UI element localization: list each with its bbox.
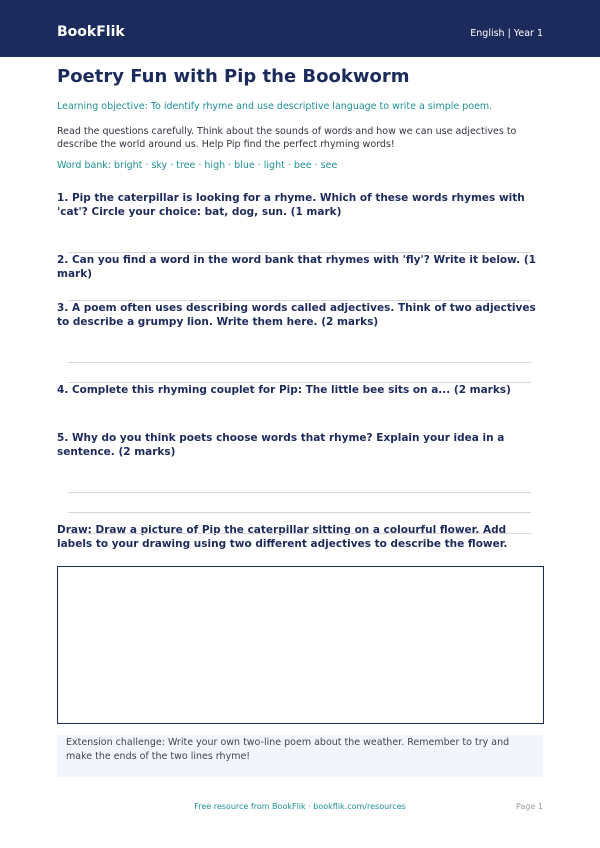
footer-resource-link[interactable]: Free resource from BookFlik · bookflik.com/resources	[194, 802, 406, 811]
answer-line[interactable]	[68, 492, 531, 493]
question-4: 4. Complete this rhyming couplet for Pip: The little bee sits on a... (2 marks)	[57, 384, 511, 396]
question-2: 2. Can you find a word in the word bank that rhymes with 'fly'? Write it below. (1 mark)	[57, 254, 536, 280]
answer-line	[68, 533, 531, 534]
word-bank: Word bank: bright · sky · tree · high · blue · light · bee · see	[57, 160, 338, 171]
extension-challenge: Extension challenge: Write your own two-line poem about the weather. Remember to try and make the ends of the two lines rhyme!	[57, 735, 543, 777]
intro-text: Read the questions carefully. Think about the sounds of words and how we can use adjectives to describe the world around us. Help Pip find the perfect rhyming words!	[57, 126, 517, 150]
question-3: 3. A poem often uses describing words called adjectives. Think of two adjectives to describe a grumpy lion. Write them here. (2 marks)	[57, 302, 536, 328]
answer-line[interactable]	[68, 512, 531, 513]
page-number: Page 1	[516, 802, 543, 811]
answer-line[interactable]	[68, 362, 531, 363]
brand-logo-text[interactable]: BookFlik	[57, 24, 125, 40]
header-bar	[0, 0, 600, 57]
page-title: Poetry Fun with Pip the Bookworm	[57, 66, 410, 87]
question-5: 5. Why do you think poets choose words that rhyme? Explain your idea in a sentence. (2 marks)	[57, 432, 505, 458]
drawing-prompt: Draw: Draw a picture of Pip the caterpillar sitting on a colourful flower. Add labels to your drawing using two different adjectives to describe the flower.	[57, 524, 508, 550]
learning-objective: Learning objective: To identify rhyme and use descriptive language to write a simple poem.	[57, 101, 493, 112]
drawing-area[interactable]	[57, 566, 544, 724]
question-1: 1. Pip the caterpillar is looking for a rhyme. Which of these words rhymes with 'cat'? Circle your choice: bat, dog, sun. (1 mark)	[57, 192, 525, 218]
subject-year-label: English | Year 1	[470, 28, 543, 39]
